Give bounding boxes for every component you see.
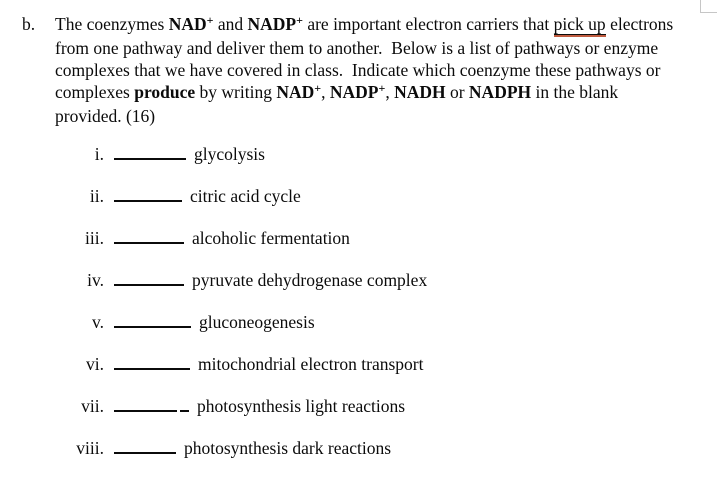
answer-blank[interactable] [114,157,186,160]
text-segment: NAD [276,82,315,102]
text-segment: from one pathway and deliver them to another. Below is a list of pathways or enzyme [55,38,659,58]
text-segment: , [385,82,395,102]
item-numeral: ii. [89,186,104,206]
text-segment: provided. (16) [55,106,156,126]
item-label: pyruvate dehydrogenase complex [192,270,428,290]
item-numeral: vi. [86,354,104,374]
list-item [0,144,719,164]
text-segment: electrons [605,14,674,34]
list-item [0,312,719,332]
text-segment: NADP [247,14,297,34]
text-segment: complexes that we have covered in class. Indicate which coenzyme these pathways or [55,60,661,80]
list-item [0,396,719,416]
text-segment: + [206,12,214,27]
answer-blank[interactable] [114,325,191,328]
text-segment: NAD [168,14,207,34]
list-item [0,270,719,290]
text-segment: or [445,82,469,102]
question-text [55,13,711,127]
item-label: alcoholic fermentation [192,228,350,248]
answer-blank[interactable] [114,451,176,454]
answer-blank-tail [180,409,189,412]
pathway-list [0,144,719,480]
text-segment: The coenzymes [55,14,169,34]
text-segment: in the blank [531,82,619,102]
item-label: photosynthesis dark reactions [184,438,392,458]
answer-blank[interactable] [114,367,190,370]
answer-blank[interactable] [114,241,184,244]
text-segment: + [378,80,386,95]
text-segment: NADPH [468,82,532,102]
text-segment: are important electron carriers that [302,14,554,34]
question-text-line [55,105,711,127]
text-segment: and [213,14,248,34]
textbox-corner-decoration [700,0,717,13]
answer-blank[interactable] [114,283,184,286]
list-item [0,228,719,248]
question-marker: b. [22,14,36,34]
item-numeral: i. [94,144,104,164]
question-text-line [55,81,711,105]
item-label: glycolysis [194,144,265,164]
item-numeral: viii. [76,438,104,458]
item-numeral: v. [92,312,104,332]
text-segment: by writing [195,82,277,102]
text-segment: complexes [55,82,135,102]
text-segment: NADH [394,82,446,102]
text-segment: + [296,12,303,27]
answer-blank[interactable] [114,409,177,412]
list-item [0,186,719,206]
item-numeral: iii. [85,228,104,248]
item-numeral: vii. [81,396,104,416]
text-segment: produce [134,82,196,102]
item-label: citric acid cycle [190,186,301,206]
question-text-line [55,59,711,81]
item-label: photosynthesis light reactions [197,396,406,416]
text-segment: NADP [329,82,379,102]
question-block [22,13,711,127]
item-label: gluconeogenesis [199,312,315,332]
item-numeral: iv. [87,270,104,290]
answer-blank[interactable] [114,199,182,202]
text-segment: + [314,80,322,95]
question-text-line [55,13,711,37]
item-label: mitochondrial electron transport [198,354,424,374]
list-item [0,354,719,374]
list-item [0,438,719,458]
text-segment: , [321,82,330,102]
grammar-checked-phrase: pick up [553,14,606,34]
question-text-line [55,37,711,59]
